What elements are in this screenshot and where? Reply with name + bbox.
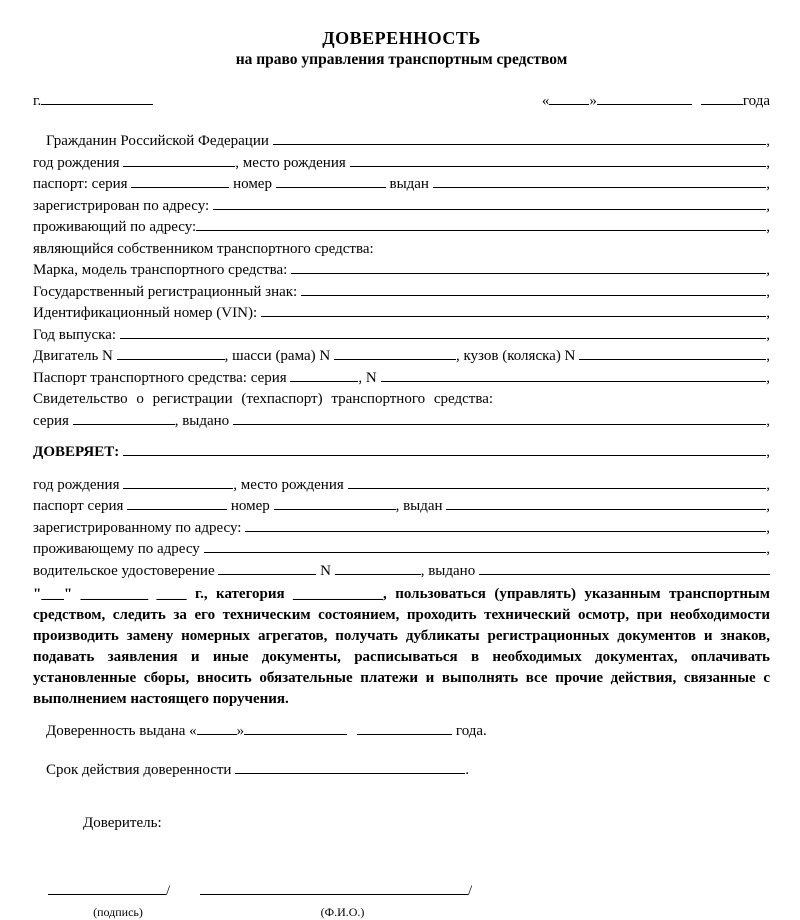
comma: , [766,262,770,279]
cert-statement-text: Свидетельство о регистрации (техпаспорт) транспортного средства: [33,391,493,408]
birth-place-blank-field [350,161,767,167]
city-date-row [33,93,770,110]
comma: , [766,133,770,150]
grantor-line [33,815,770,837]
fullname-caption: (Ф.И.О.) [200,905,485,920]
passport-number-label: номер [229,176,275,193]
agent-passport-line [33,498,770,520]
passport-series-label: паспорт: серия [33,176,131,193]
cert-issued-blank-field [233,419,766,425]
comma: , [766,541,770,558]
license-number-blank-field [335,569,421,575]
birth-place-label: , место рождения [235,155,349,172]
year-made-blank-field [120,333,766,339]
agent-birth-year-blank-field [123,483,233,489]
date-day-blank-field [549,99,589,105]
year-made-label: Год выпуска: [33,327,120,344]
agent-passport-number-label: номер [227,498,273,515]
agent-registered-blank-field [245,526,766,532]
signature-caption: (подпись) [48,905,188,920]
cert-issued-label: , выдано [175,413,233,430]
citizen-name-blank-field [273,139,767,145]
city-blank-field [41,99,153,105]
body-label: , кузов (коляска) N [456,348,579,365]
comma: , [766,284,770,301]
powers-paragraph: "___" _________ ____ г., категория ____________, пользоваться (управлять) указанным транспортным средством, следить за его техническим состоянием, проходить технический осмотр, при необходимости производить замену номерных агрегатов, получать дубликаты регистрационных документов и знаков, подавать заявления и иные документы, расписываться в необходимых документах, оплачивать установленные сборы, вносить обязательные платежи и выполнять все прочие действия, связанные с выполнением настоящего поручения. [33,584,770,710]
agent-registered-label: зарегистрированному по адресу: [33,520,245,537]
issued-quote-open: « [189,723,197,740]
passport-issued-label: выдан [386,176,433,193]
date-month-blank-field [597,99,692,105]
fullname-line [200,883,485,905]
comma: , [766,155,770,172]
license-issued-label: , выдано [421,563,479,580]
pts-number-label: , N [358,370,380,387]
passport-series-blank-field [131,182,229,188]
comma: , [766,370,770,387]
make-model-label: Марка, модель транспортного средства: [33,262,291,279]
fullname-column [200,883,485,920]
owner-residing-line [33,219,770,241]
comma: , [766,305,770,322]
agent-passport-series-label: паспорт серия [33,498,127,515]
agent-passport-series-blank-field [127,504,227,510]
comma: , [766,176,770,193]
date-group [542,93,770,110]
issued-year-blank-field [357,729,452,735]
engine-number-blank-field [117,354,225,360]
comma: , [766,498,770,515]
issued-month-blank-field [244,729,347,735]
document-subtitle: на право управления транспортным средством [33,51,770,69]
fullname-blank-field [200,889,468,895]
issued-day-blank-field [197,729,237,735]
owner-birth-line [33,155,770,177]
date-quote-close: » [589,93,597,110]
pts-number-blank-field [381,376,767,382]
owner-section [33,133,770,434]
comma: , [766,219,770,236]
license-series-blank-field [218,569,316,575]
chassis-label: , шасси (рама) N [225,348,334,365]
vehicle-plate-line [33,284,770,306]
vehicle-pts-line [33,370,770,392]
city-group [33,93,153,110]
entrusts-name-blank-field [123,450,766,456]
passport-number-blank-field [276,182,386,188]
validity-period-blank-field [235,768,465,774]
comma: , [766,327,770,344]
comma: , [766,477,770,494]
license-label: водительское удостоверение [33,563,218,580]
agent-birth-year-label: год рождения [33,477,123,494]
birth-year-blank-field [123,161,235,167]
owner-statement-text: являющийся собственником транспортного средства: [33,241,374,258]
body-number-blank-field [579,354,766,360]
owner-passport-line [33,176,770,198]
issued-year-suffix: года. [452,723,487,740]
agent-birth-line [33,477,770,499]
cert-statement-line [33,391,770,413]
period: . [465,762,469,779]
cert-series-line [33,413,770,435]
date-year-suffix: года [743,93,770,110]
agent-passport-issued-blank-field [446,504,766,510]
comma: , [766,413,770,430]
signature-block [33,883,770,920]
vehicle-engine-line [33,348,770,370]
agent-birth-place-blank-field [348,483,767,489]
comma: , [766,520,770,537]
vin-blank-field [261,311,766,317]
vehicle-vin-line [33,305,770,327]
validity-line [33,762,770,784]
registered-label: зарегистрирован по адресу: [33,198,213,215]
signature-blank-field [48,889,166,895]
issued-prefix: Доверенность выдана [46,723,189,740]
document-title: ДОВЕРЕННОСТЬ [33,28,770,49]
owner-statement-line [33,241,770,263]
date-quote-open: « [542,93,550,110]
owner-citizen-line [33,133,770,155]
fullname-slash: / [468,883,472,900]
comma: , [766,444,770,461]
reg-plate-blank-field [301,290,766,296]
grantor-label: Доверитель: [83,815,162,832]
agent-residing-blank-field [204,547,767,553]
license-number-label: N [316,563,334,580]
date-year-blank-field [701,99,743,105]
signature-column [48,883,188,920]
agent-passport-number-blank-field [274,504,396,510]
vehicle-make-line [33,262,770,284]
validity-label: Срок действия доверенности [46,762,235,779]
pts-series-blank-field [290,376,358,382]
signature-slash: / [166,883,170,900]
signature-line [48,883,188,905]
agent-license-line [33,563,770,585]
comma: , [766,198,770,215]
agent-section [33,477,770,585]
cert-series-blank-field [73,419,175,425]
license-issued-blank-field [479,569,770,575]
agent-residing-line [33,541,770,563]
agent-birth-place-label: , место рождения [233,477,347,494]
entrusts-line [33,444,770,466]
chassis-number-blank-field [334,354,456,360]
birth-year-label: год рождения [33,155,123,172]
entrusts-label: ДОВЕРЯЕТ: [33,444,123,461]
citizen-label: Гражданин Российской Федерации [46,133,273,150]
registered-address-blank-field [213,204,766,210]
residing-address-blank-field [196,225,766,231]
comma: , [766,348,770,365]
agent-residing-label: проживающему по адресу [33,541,204,558]
issued-quote-close: » [237,723,245,740]
cert-series-label: серия [33,413,73,430]
issued-date-line [33,723,770,745]
reg-plate-label: Государственный регистрационный знак: [33,284,301,301]
vin-label: Идентификационный номер (VIN): [33,305,261,322]
engine-label: Двигатель N [33,348,117,365]
agent-registered-line [33,520,770,542]
vehicle-year-line [33,327,770,349]
owner-registered-line [33,198,770,220]
pts-label: Паспорт транспортного средства: серия [33,370,290,387]
agent-passport-issued-label: , выдан [396,498,447,515]
passport-issued-blank-field [433,182,767,188]
residing-label: проживающий по адресу: [33,219,196,236]
make-model-blank-field [291,268,766,274]
city-label: г. [33,93,41,110]
